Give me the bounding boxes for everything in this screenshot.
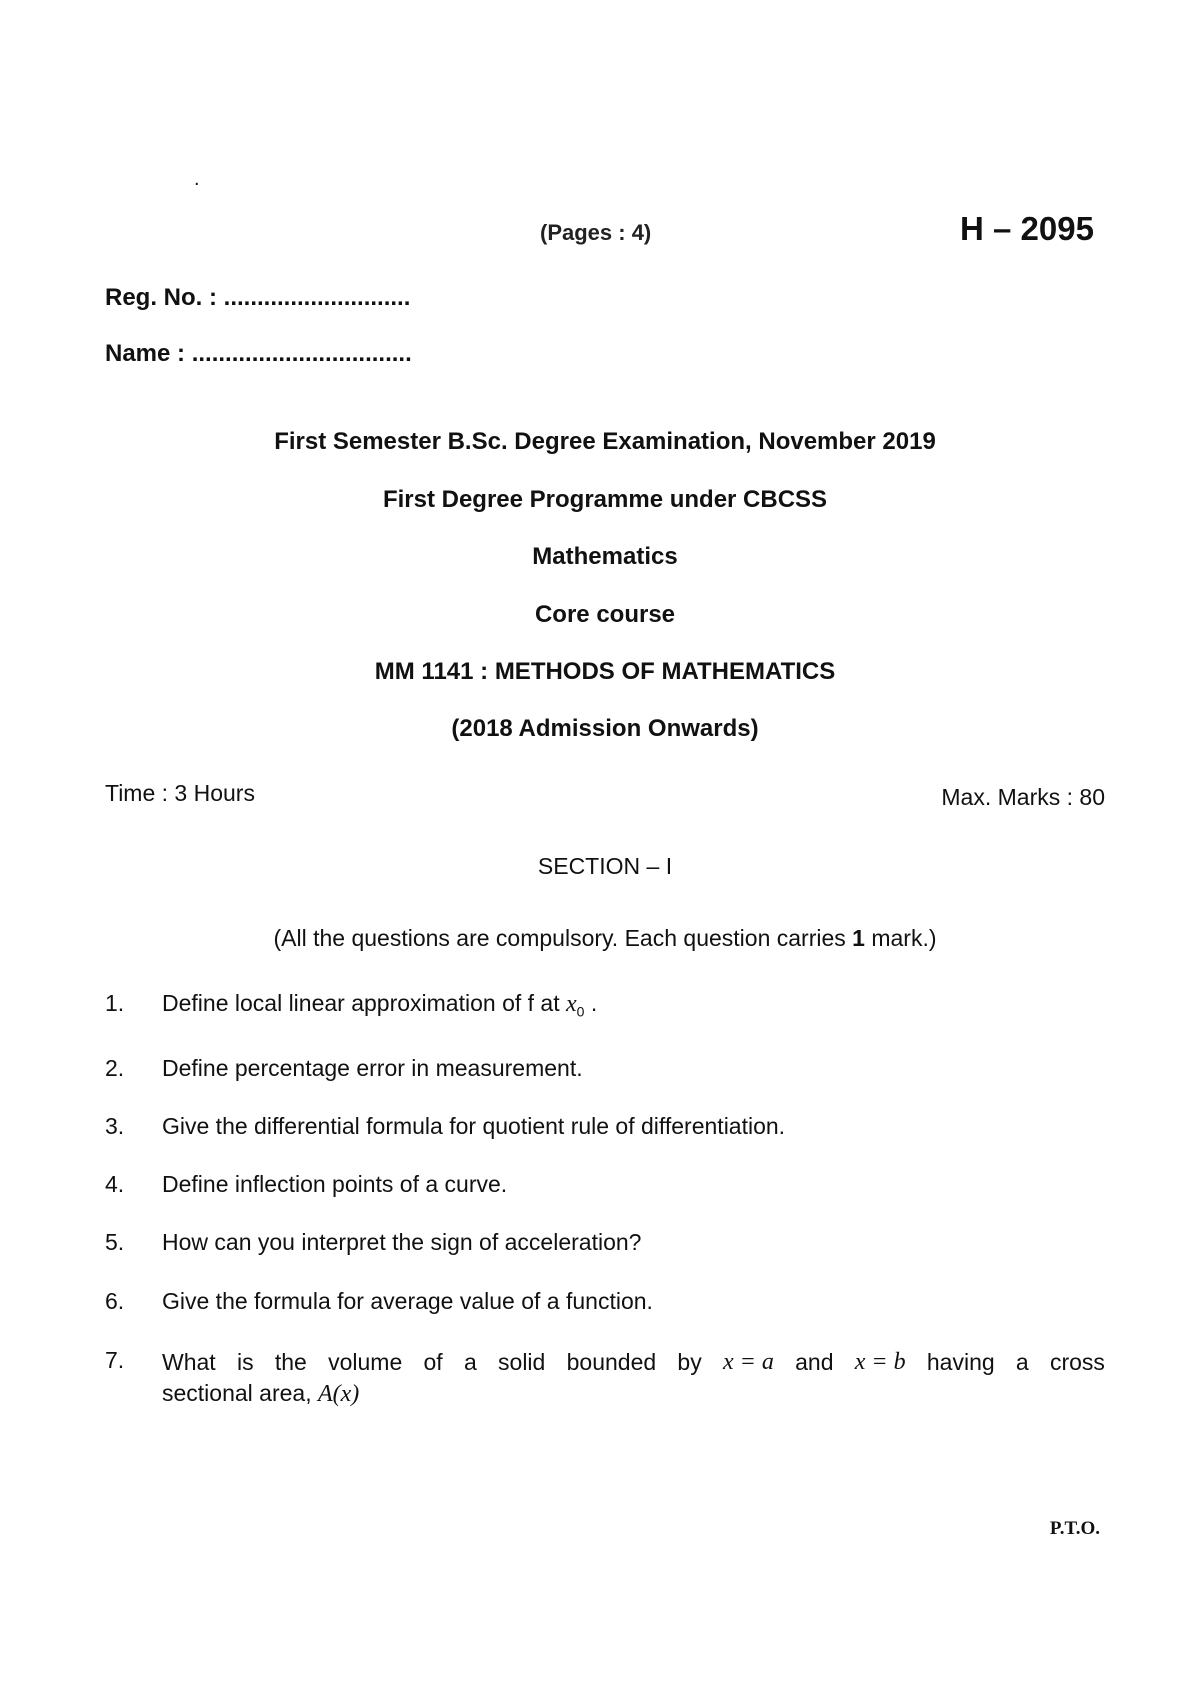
question-6 [105,1288,1105,1315]
question-word: What [162,1349,216,1375]
max-marks: Max. Marks : 80 [941,784,1105,810]
question-line [162,1347,1105,1378]
question-line: sectional area, A(x) [162,1380,360,1407]
question-text: Define inflection points of a curve. [162,1171,508,1197]
question-word: a [1015,1349,1029,1375]
question-text: Define local linear approximation of f at $x_0$ . [162,990,598,1020]
course-type: Core course [534,601,676,628]
admission-note: (2018 Admission Onwards) [451,715,759,742]
question-text: How can you interpret the sign of acceleration? [162,1229,642,1255]
question-word: is [236,1349,254,1375]
question-3 [105,1113,1105,1140]
question-number: 1. [105,990,125,1016]
question-5 [105,1229,1105,1256]
question-word: and [795,1349,834,1375]
reg-no-field: Reg. No. : ............................ [105,284,411,311]
question-text: Give the formula for average value of a function. [162,1288,653,1314]
name-field: Name : ................................. [105,340,412,367]
question-4 [105,1171,1105,1198]
question-word: x = a [722,1349,774,1375]
question-7 [105,1347,1105,1410]
question-1 [105,990,1105,1020]
question-number: 6. [105,1288,125,1314]
question-word: the [274,1349,307,1375]
question-number: 3. [105,1113,125,1139]
question-word: volume [328,1349,403,1375]
exam-code: H – 2095 [960,210,1094,247]
question-number: 5. [105,1229,125,1255]
programme-title: First Degree Programme under CBCSS [382,486,828,513]
question-word: by [677,1349,702,1375]
page-count: (Pages : 4) [540,220,652,245]
course-code-title: MM 1141 : METHODS OF MATHEMATICS [374,658,836,685]
time-allowed: Time : 3 Hours [105,780,255,806]
question-text [162,1347,1105,1410]
subject-title: Mathematics [532,543,678,570]
question-word: bounded [566,1349,657,1375]
question-text: Give the differential formula for quotient rule of differentiation. [162,1113,786,1139]
section-instruction: (All the questions are compulsory. Each question carries 1 mark.) [273,925,937,951]
question-word: having [926,1349,995,1375]
question-word: a [463,1349,477,1375]
section-heading: SECTION – I [537,853,673,879]
question-number: 2. [105,1055,125,1081]
question-text: Define percentage error in measurement. [162,1055,583,1081]
question-2 [105,1055,1105,1082]
question-word: cross [1049,1349,1105,1375]
question-number: 7. [105,1347,125,1373]
exam-title: First Semester B.Sc. Degree Examination, November 2019 [274,428,936,455]
question-word: x = b [854,1349,906,1375]
please-turn-over: P.T.O. [1049,1518,1100,1539]
stray-mark: . [194,168,200,190]
question-number: 4. [105,1171,125,1197]
question-word: solid [498,1349,546,1375]
question-word: of [423,1349,443,1375]
